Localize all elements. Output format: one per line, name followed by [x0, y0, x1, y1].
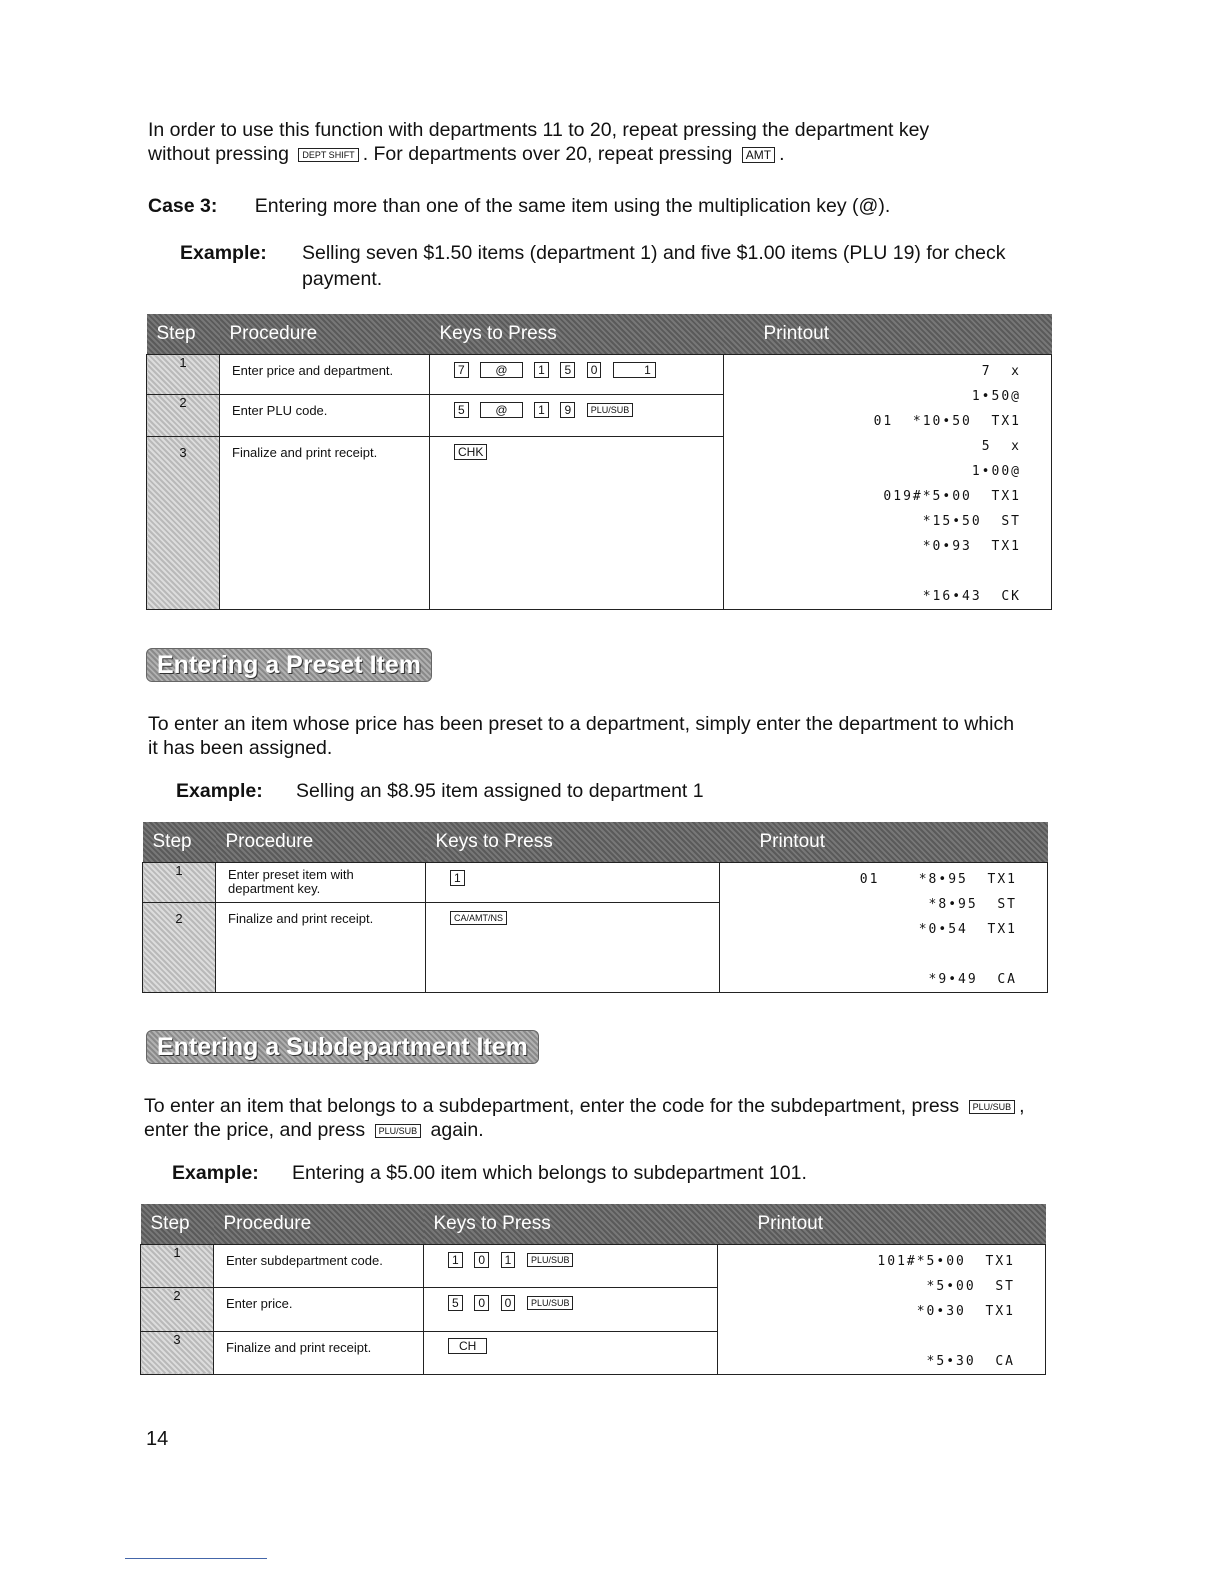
step-number: 2	[143, 903, 216, 993]
case-3-text: Entering more than one of the same item using the multiplication key (@).	[254, 195, 891, 217]
printout-line: 019#*5•00 TX1	[883, 489, 1021, 504]
keys-cell	[426, 863, 720, 903]
example-1	[180, 240, 1032, 292]
header-printout: Printout	[724, 314, 1052, 355]
intro-line-1: In order to use this function with departments 11 to 20, repeat pressing the department key	[148, 119, 930, 141]
printout-line: 1•50@	[971, 389, 1021, 404]
example-2-label: Example:	[176, 780, 263, 802]
procedure-text: Enter price and department.	[220, 355, 430, 395]
chk-key: CHK	[454, 444, 487, 460]
printout-line: 101#*5•00 TX1	[877, 1254, 1015, 1269]
key-0: 0	[501, 1295, 516, 1311]
key-1: 1	[534, 362, 549, 378]
amt-key: AMT	[742, 147, 775, 163]
header-step: Step	[141, 1204, 214, 1245]
key-7: 7	[454, 362, 469, 378]
step-number: 3	[147, 437, 220, 610]
dept-1-key: 1	[450, 870, 465, 886]
example-3	[172, 1160, 807, 1186]
header-procedure: Procedure	[220, 314, 430, 355]
intro-line-2: without pressing DEPT SHIFT . For departments over 20, repeat pressing AMT .	[148, 143, 785, 165]
header-printout: Printout	[720, 822, 1048, 863]
step-number: 1	[141, 1245, 214, 1288]
key-5: 5	[448, 1295, 463, 1311]
header-procedure: Procedure	[214, 1204, 424, 1245]
procedure-table-2	[142, 822, 1048, 993]
printout-cell	[718, 1245, 1046, 1375]
subdept-paragraph: To enter an item that belongs to a subdepartment, enter the code for the subdepartment, press PLU/SUB , enter the price, and press PLU/SUB again.	[144, 1095, 1025, 1141]
procedure-text: Finalize and print receipt.	[220, 437, 430, 610]
step-number: 3	[141, 1331, 214, 1374]
printout-line: 5 x	[981, 439, 1021, 454]
keys-cell	[430, 395, 724, 437]
printout-line: 7 x	[981, 364, 1021, 379]
printout-line: *9•49 CA	[928, 972, 1017, 987]
table-row	[143, 863, 1048, 903]
printout-line: *5•30 CA	[926, 1354, 1015, 1369]
procedure-text: Finalize and print receipt.	[214, 1331, 424, 1374]
plu-sub-key: PLU/SUB	[969, 1100, 1016, 1114]
key-5: 5	[560, 362, 575, 378]
printout-line	[718, 1324, 1015, 1349]
printout-line: 1•00@	[971, 464, 1021, 479]
key-1: 1	[501, 1252, 516, 1268]
table-header	[141, 1204, 1046, 1245]
key-0: 0	[474, 1295, 489, 1311]
keys-cell	[426, 903, 720, 993]
ch-key: CH	[448, 1338, 487, 1354]
printout-line: *0•30 TX1	[916, 1304, 1015, 1319]
header-procedure: Procedure	[216, 822, 426, 863]
procedure-text: Enter preset item with department key.	[216, 863, 426, 903]
plu-sub-key: PLU/SUB	[527, 1296, 574, 1310]
key-1: 1	[448, 1252, 463, 1268]
step-number: 2	[147, 395, 220, 437]
header-keys: Keys to Press	[426, 822, 720, 863]
case-3	[148, 195, 890, 218]
table-row	[141, 1245, 1046, 1288]
plu-sub-key: PLU/SUB	[587, 403, 634, 417]
keys-cell	[430, 437, 724, 610]
dept-shift-key: DEPT SHIFT	[298, 148, 358, 162]
example-3-label: Example:	[172, 1162, 259, 1184]
step-number: 1	[147, 355, 220, 395]
example-1-label: Example:	[180, 242, 267, 264]
example-2-text: Selling an $8.95 item assigned to department 1	[296, 780, 704, 802]
key-0: 0	[474, 1252, 489, 1268]
printout-line: *0•54 TX1	[918, 922, 1017, 937]
keys-cell	[424, 1331, 718, 1374]
section-heading-preset: Entering a Preset Item	[146, 648, 432, 682]
printout-line: *5•00 ST	[926, 1279, 1015, 1294]
key-0: 0	[587, 362, 602, 378]
keys-cell	[424, 1245, 718, 1288]
procedure-text: Enter subdepartment code.	[214, 1245, 424, 1288]
section-heading-subdepartment: Entering a Subdepartment Item	[146, 1030, 539, 1064]
key-1: 1	[534, 402, 549, 418]
table-row	[147, 355, 1052, 395]
step-number: 2	[141, 1288, 214, 1331]
header-printout: Printout	[718, 1204, 1046, 1245]
example-2	[176, 778, 704, 804]
procedure-text: Enter price.	[214, 1288, 424, 1331]
intro-paragraph	[148, 118, 1048, 166]
printout-line: 01 *8•95 TX1	[859, 872, 1017, 887]
header-keys: Keys to Press	[424, 1204, 718, 1245]
printout-line	[724, 559, 1021, 584]
example-1-text: Selling seven $1.50 items (department 1) and five $1.00 items (PLU 19) for check payment.	[302, 242, 1006, 290]
ca-amt-ns-key: CA/AMT/NS	[450, 911, 507, 925]
header-step: Step	[143, 822, 216, 863]
plu-sub-key: PLU/SUB	[527, 1253, 574, 1267]
procedure-text: Enter PLU code.	[220, 395, 430, 437]
case-3-label: Case 3:	[148, 195, 218, 217]
procedure-text: Finalize and print receipt.	[216, 903, 426, 993]
key-5: 5	[454, 402, 469, 418]
key-9: 9	[560, 402, 575, 418]
printout-cell	[724, 355, 1052, 610]
keys-cell	[424, 1288, 718, 1331]
footer-rule	[125, 1558, 267, 1559]
printout-line: *16•43 CK	[922, 589, 1021, 604]
printout-line: *15•50 ST	[922, 514, 1021, 529]
table-header	[147, 314, 1052, 355]
page-number: 14	[146, 1428, 169, 1450]
procedure-table-1	[146, 314, 1052, 610]
key-at: @	[480, 362, 522, 378]
plu-sub-key: PLU/SUB	[375, 1124, 422, 1138]
example-3-text: Entering a $5.00 item which belongs to subdepartment 101.	[292, 1162, 807, 1184]
printout-line	[720, 942, 1017, 967]
header-step: Step	[147, 314, 220, 355]
printout-line: *8•95 ST	[928, 897, 1017, 912]
step-number: 1	[143, 863, 216, 903]
printout-cell	[720, 863, 1048, 993]
dept-1-key: 1	[613, 362, 656, 378]
preset-paragraph: To enter an item whose price has been preset to a department, simply enter the department to which it has been assigned.	[148, 713, 1015, 759]
header-keys: Keys to Press	[430, 314, 724, 355]
printout-line: 01 *10•50 TX1	[873, 414, 1021, 429]
key-at: @	[480, 402, 522, 418]
table-header	[143, 822, 1048, 863]
keys-cell	[430, 355, 724, 395]
procedure-table-3	[140, 1204, 1046, 1375]
printout-line: *0•93 TX1	[922, 539, 1021, 554]
